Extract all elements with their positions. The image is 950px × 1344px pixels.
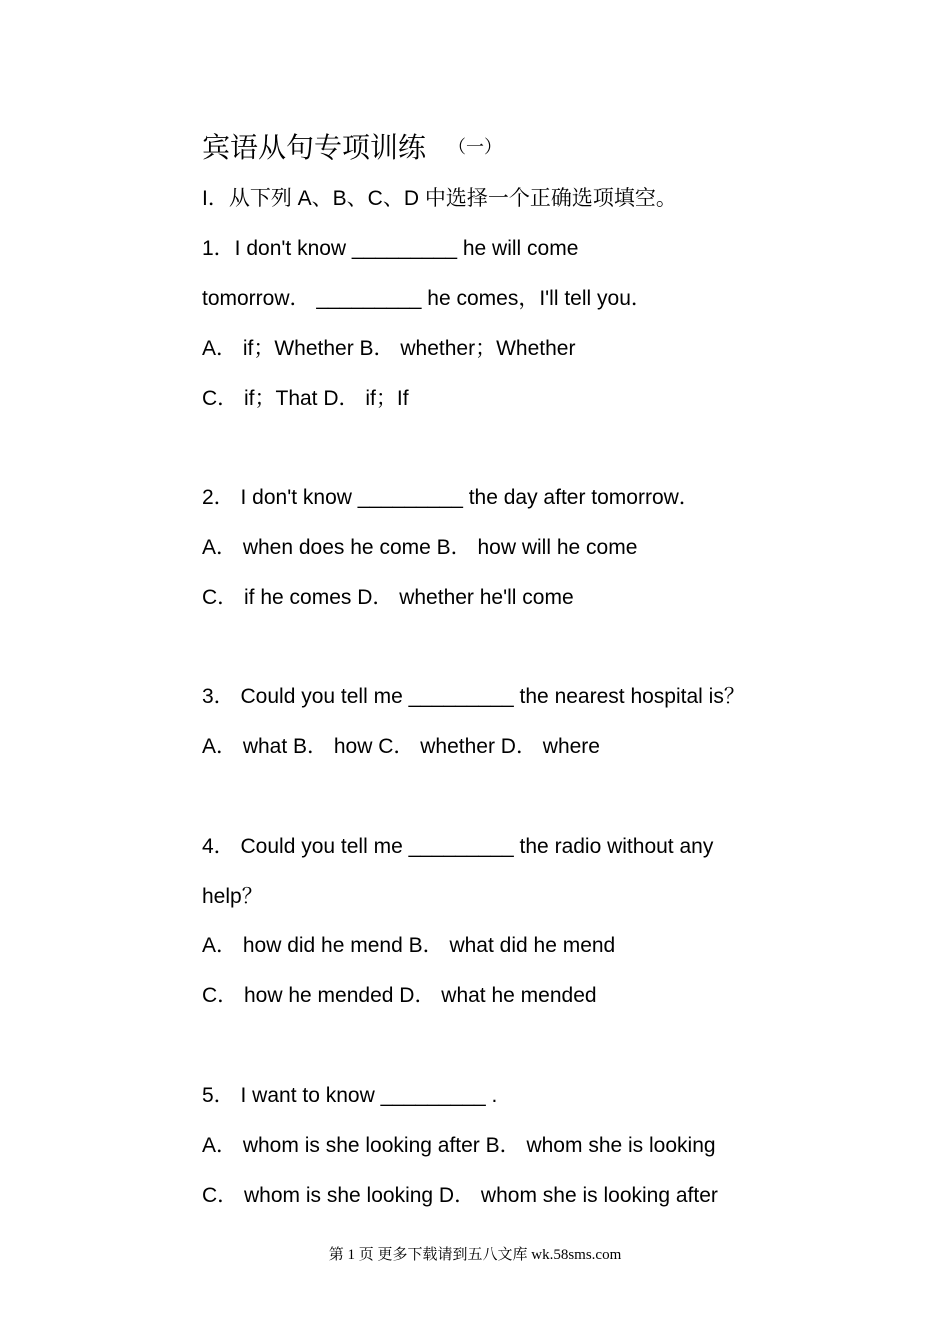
question-2-options-2: C． if he comes D． whether he'll come bbox=[202, 586, 574, 609]
question-2-line-1: 2． I don't know _________ the day after tomorrow． bbox=[202, 486, 700, 509]
question-4-line-2: help？ bbox=[202, 885, 263, 908]
question-3-options-1: A． what B． how C． whether D． where bbox=[202, 735, 600, 758]
question-5-options-2: C． whom is she looking D． whom she is looking after bbox=[202, 1184, 718, 1207]
question-4-options-1: A． how did he mend B． what did he mend bbox=[202, 934, 616, 957]
question-4-options-2: C． how he mended D． what he mended bbox=[202, 984, 597, 1007]
section-heading: I．从下列 A、B、C、D 中选择一个正确选项填空。 bbox=[202, 187, 677, 210]
question-1-line-1: 1．I don't know _________ he will come bbox=[202, 237, 579, 260]
question-2-options-1: A． when does he come B． how will he come bbox=[202, 536, 638, 559]
question-1-line-2: tomorrow． _________ he comes，I'll tell you． bbox=[202, 287, 652, 310]
question-4-line-1: 4． Could you tell me _________ the radio without any bbox=[202, 835, 714, 858]
document-title bbox=[202, 128, 502, 172]
title-suffix: （一） bbox=[448, 137, 503, 158]
title-text: 宾语从句专项训练 bbox=[202, 131, 427, 164]
question-5-options-1: A． whom is she looking after B． whom she is looking bbox=[202, 1134, 716, 1157]
page-footer: 第 1 页 更多下载请到五八文库 wk.58sms.com bbox=[328, 1247, 622, 1263]
question-5-line-1: 5． I want to know _________ . bbox=[202, 1084, 498, 1107]
question-1-options-1: A． if；Whether B． whether；Whether bbox=[202, 337, 576, 360]
question-1-options-2: C． if；That D． if；If bbox=[202, 387, 409, 410]
question-3-line-1: 3． Could you tell me _________ the nearest hospital is？ bbox=[202, 685, 745, 708]
